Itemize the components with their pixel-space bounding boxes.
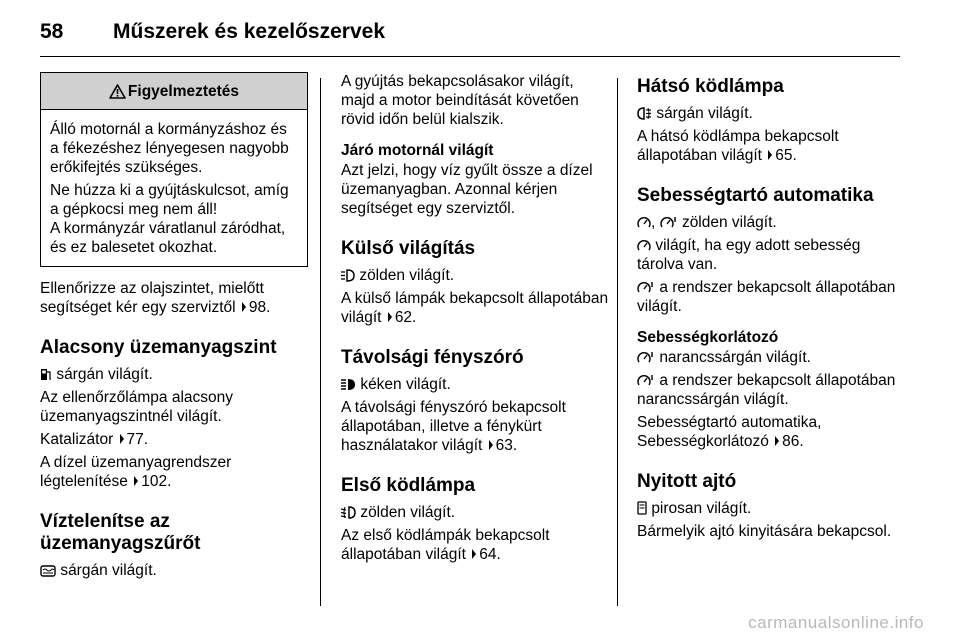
exterior-light-status: zölden világít.	[341, 266, 609, 285]
column-1	[40, 72, 308, 584]
front-fog-heading: Első ködlámpa	[341, 475, 476, 496]
cruise-on-desc: a rendszer bekapcsolt állapotában világít.	[637, 279, 896, 315]
exterior-light-desc: A külső lámpák bekapcsolt állapotában világít 62.	[341, 290, 609, 326]
cruise-limiter-ref: Sebességtartó automatika, Sebességkorlátozó 86.	[637, 414, 822, 450]
speed-limiter-icon	[637, 374, 655, 387]
door-open-status: pirosan világít.	[637, 499, 905, 518]
reference-arrow-icon	[134, 476, 138, 486]
catalyst-ref: Katalizátor 77.	[40, 431, 149, 448]
high-beam-desc: A távolsági fényszóró bekapcsolt állapotában, illetve a fénykürt használatakor világít 63.	[341, 399, 566, 454]
column-divider	[320, 78, 321, 606]
high-beam-heading: Távolsági fényszóró	[341, 347, 524, 368]
warning-body	[41, 110, 307, 266]
water-filter-status: sárgán világít.	[40, 561, 308, 580]
column-2	[341, 72, 609, 568]
speed-limiter-icon	[637, 351, 655, 364]
low-fuel-desc: Az ellenőrzőlámpa alacsony üzemanyagszintnél világít.	[40, 389, 233, 425]
cruise-control-heading: Sebességtartó automatika	[637, 185, 874, 206]
speed-limiter-on-desc: a rendszer bekapcsolt állapotában narancssárgán világít.	[637, 372, 896, 408]
rear-fog-icon	[637, 107, 652, 120]
water-filter-heading: Víztelenítse az üzemanyagszűrőt	[40, 511, 201, 554]
reference-arrow-icon	[472, 549, 476, 559]
cruise-control-icon	[637, 239, 651, 252]
reference-arrow-icon	[768, 150, 772, 160]
fuel-pump-icon	[40, 367, 52, 381]
oil-level-text: Ellenőrizze az olajszintet, mielőtt segítséget kér egy szerviztől 98.	[40, 280, 271, 316]
cruise-control-icon	[637, 216, 651, 229]
watermark: carmanualsonline.info	[748, 613, 924, 632]
front-fog-desc: Az első ködlámpák bekapcsolt állapotában világít 64.	[341, 527, 550, 563]
reference-arrow-icon	[388, 312, 392, 322]
warning-text-3: A kormányzár váratlanul záródhat, és ez balesetet okozhat.	[50, 220, 286, 256]
cruise-control-set-icon	[637, 281, 655, 294]
rear-fog-desc: A hátsó ködlámpa bekapcsolt állapotában világít 65.	[637, 128, 839, 164]
door-open-icon	[637, 501, 647, 515]
front-fog-icon	[341, 506, 356, 519]
low-fuel-heading: Alacsony üzemanyagszint	[40, 337, 277, 358]
page-title: Műszerek és kezelőszervek	[113, 20, 386, 43]
door-open-heading: Nyitott ajtó	[637, 471, 737, 492]
door-open-desc: Bármelyik ajtó kinyitására bekapcsol.	[637, 523, 892, 540]
rear-fog-status: sárgán világít.	[637, 104, 905, 123]
exterior-light-icon	[341, 269, 355, 282]
warning-text-2: Ne húzza ki a gyújtáskulcsot, amíg a gépkocsi meg nem áll!	[50, 182, 289, 218]
reference-arrow-icon	[242, 302, 246, 312]
high-beam-status: kéken világít.	[341, 375, 609, 394]
warning-text-1: Álló motornál a kormányzáshoz és a fékezéshez lényegesen nagyobb erőkifejtés szükséges.	[50, 121, 289, 176]
bleed-ref: A dízel üzemanyagrendszer légtelenítése 102.	[40, 454, 232, 490]
exterior-light-heading: Külső világítás	[341, 238, 476, 259]
reference-arrow-icon	[120, 434, 124, 444]
cruise-stored-desc: világít, ha egy adott sebesség tárolva van.	[637, 237, 861, 273]
header-rule	[40, 56, 900, 57]
speed-limiter-status: narancssárgán világít.	[637, 348, 905, 367]
high-beam-icon	[341, 378, 356, 391]
front-fog-status: zölden világít.	[341, 503, 609, 522]
water-filter-cont: A gyújtás bekapcsolásakor világít, majd a motor beindítását követően rövid időn belül kialszik.	[341, 73, 579, 128]
water-filter-icon	[40, 565, 56, 577]
warning-header	[41, 73, 307, 110]
warning-box	[40, 72, 308, 267]
cruise-control-status: , zölden világít.	[637, 213, 905, 232]
column-divider	[617, 78, 618, 606]
running-engine-desc: Azt jelzi, hogy víz gyűlt össze a dízel üzemanyagban. Azonnal kérjen segítséget egy szerviztől.	[341, 162, 593, 217]
reference-arrow-icon	[489, 440, 493, 450]
low-fuel-status: sárgán világít.	[40, 365, 308, 384]
speed-limiter-heading: Sebességkorlátozó	[637, 329, 779, 346]
warning-triangle-icon	[109, 84, 126, 99]
page-header	[40, 18, 900, 50]
running-engine-heading: Járó motornál világít	[341, 142, 494, 159]
reference-arrow-icon	[775, 436, 779, 446]
rear-fog-heading: Hátsó ködlámpa	[637, 76, 784, 97]
column-3	[637, 72, 905, 545]
warning-title: Figyelmeztetés	[127, 82, 240, 100]
page-number: 58	[40, 20, 64, 43]
cruise-control-set-icon	[660, 216, 678, 229]
